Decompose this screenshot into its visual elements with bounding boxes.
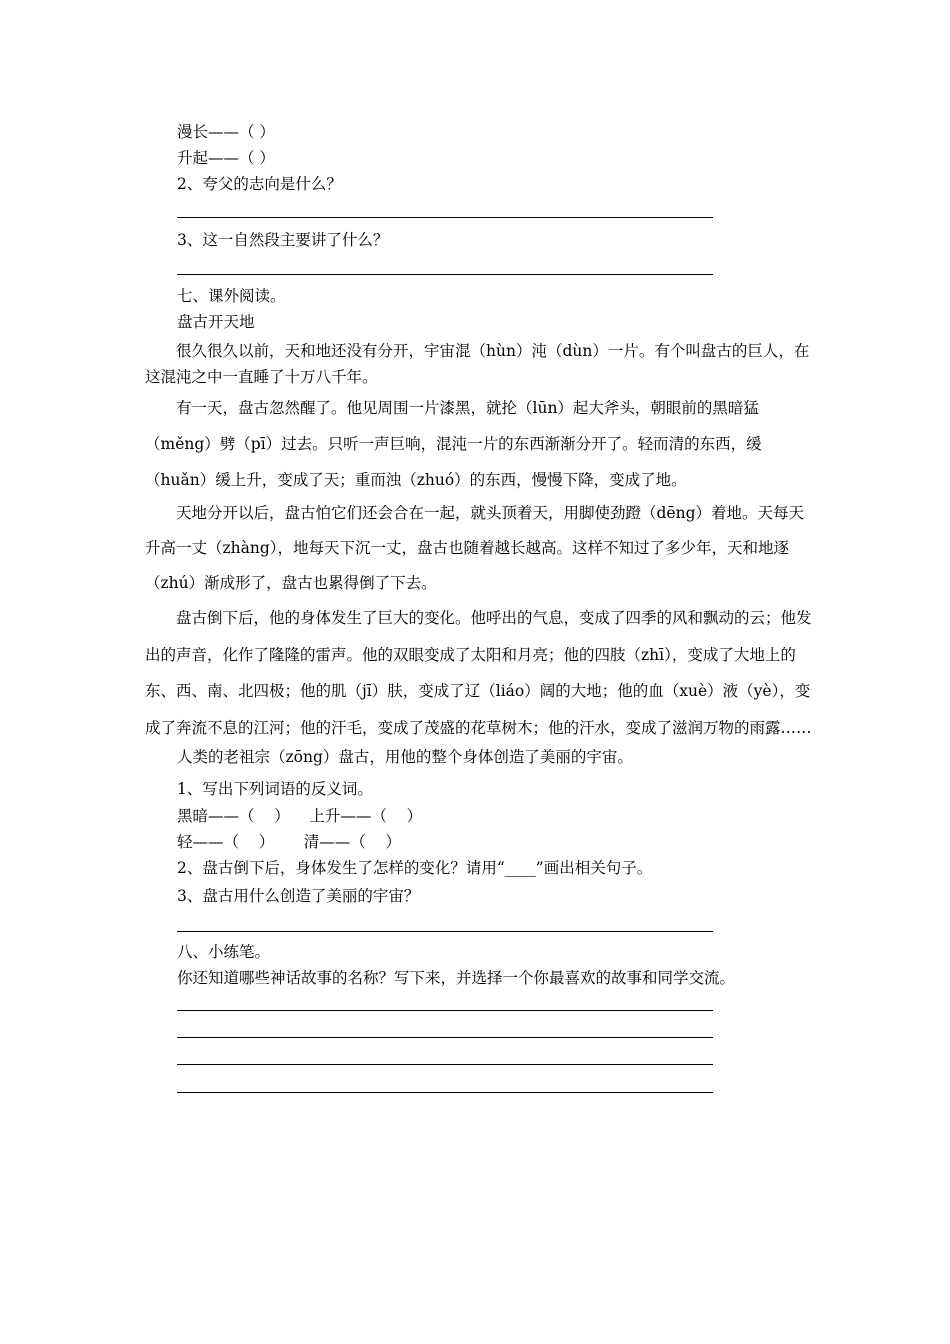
question-2: 2、夸父的志向是什么？ (177, 175, 342, 193)
story-paragraph: 人类的老祖宗（zōng）盘古，用他的整个身体创造了美丽的宇宙。 (177, 748, 633, 766)
answer-line[interactable] (177, 217, 713, 218)
question-3: 3、盘古用什么创造了美丽的宇宙？ (177, 887, 420, 905)
vocab-item: 漫长——（ ） (177, 123, 275, 141)
answer-line[interactable] (177, 931, 713, 932)
story-paragraph: 天地分开以后，盘古怕它们还会合在一起，就头顶着天，用脚使劲蹬（dēng）着地。天每天升高一丈（zhàng），地每天下沉一丈，盘古也随着越长越高。这样不知过了多少年，天和地逐（zhú）渐成形了，盘古也累得倒了下去。 (145, 504, 805, 592)
vocab-item: 升起——（ ） (177, 149, 275, 167)
answer-line[interactable] (177, 274, 713, 275)
question-2: 2、盘古倒下后，身体发生了怎样的变化？请用“____”画出相关句子。 (177, 859, 653, 877)
answer-line[interactable] (177, 1010, 713, 1011)
writing-prompt: 你还知道哪些神话故事的名称？写下来，并选择一个你最喜欢的故事和同学交流。 (177, 969, 736, 987)
antonym-row: 黑暗——（ ） 上升——（ ） (177, 807, 423, 825)
story-paragraph: 盘古倒下后，他的身体发生了巨大的变化。他呼出的气息，变成了四季的风和飘动的云；他发出的声音，化作了隆隆的雷声。他的双眼变成了太阳和月亮；他的四肢（zhī），变成了大地上的东、西、南、北四极；他的肌（jī）肤，变成了辽（liáo）阔的大地；他的血（xuè）液（yè），变成了奔流不息的江河；他的汗毛，变成了茂盛的花草树木；他的汗水，变成了滋润万物的雨露…… (145, 609, 812, 737)
story-title: 盘古开天地 (177, 313, 255, 331)
question-3: 3、这一自然段主要讲了什么？ (177, 231, 389, 249)
story-paragraph: 很久很久以前，天和地还没有分开，宇宙混（hùn）沌（dùn）一片。有个叫盘古的巨人，在这混沌之中一直睡了十万八千年。 (145, 342, 810, 386)
story-paragraph: 有一天，盘古忽然醒了。他见周围一片漆黑，就抡（lūn）起大斧头，朝眼前的黑暗猛（měng）劈（pī）过去。只听一声巨响，混沌一片的东西渐渐分开了。轻而清的东西，缓（huǎn）缓上升，变成了天；重而浊（zhuó）的东西，慢慢下降，变成了地。 (145, 399, 762, 489)
question-1: 1、写出下列词语的反义词。 (177, 780, 373, 798)
section-heading: 八、小练笔。 (177, 943, 271, 961)
antonym-row: 轻——（ ） 清——（ ） (177, 833, 401, 851)
answer-line[interactable] (177, 1037, 713, 1038)
answer-line[interactable] (177, 1092, 713, 1093)
answer-line[interactable] (177, 1064, 713, 1065)
section-heading: 七、课外阅读。 (177, 287, 286, 305)
